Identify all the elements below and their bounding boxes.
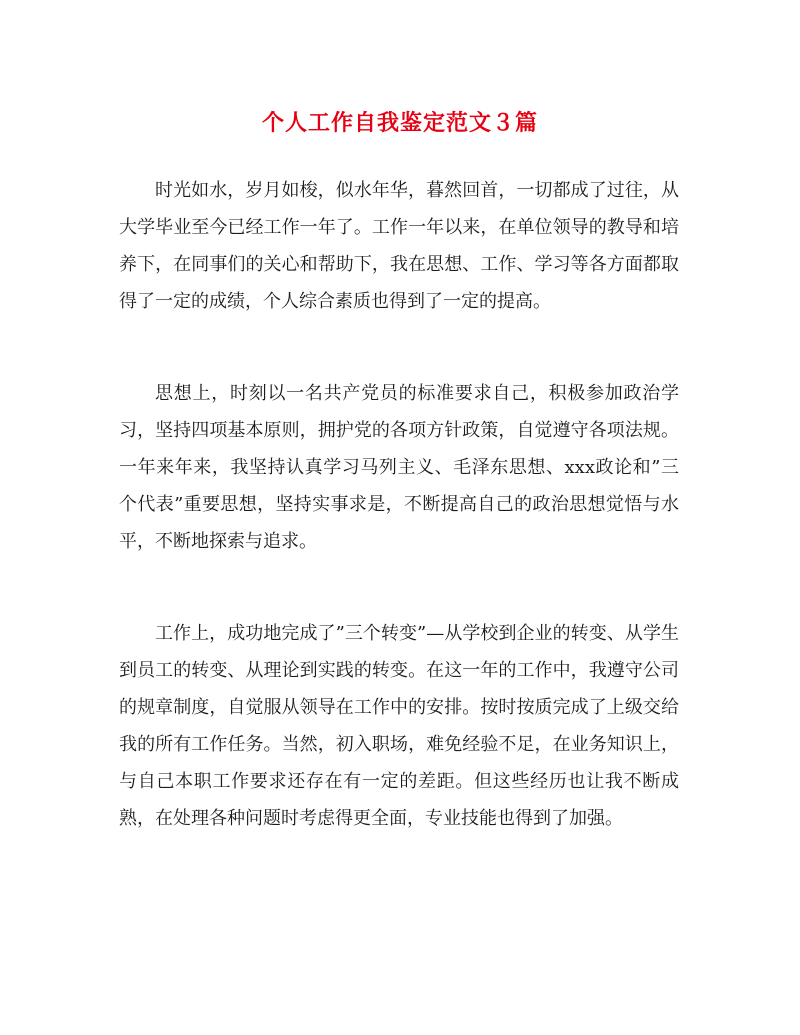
document-title: 个人工作自我鉴定范文３篇: [261, 110, 538, 136]
document-body: [119, 172, 679, 892]
paragraph-intro: 时光如水，岁月如梭，似水年华，暮然回首，一切都成了过往，从大学毕业至今已经工作一年了。工作一年以来，在单位领导的教导和培养下，在同事们的关心和帮助下，我在思想、工作、学习等各方面都取得了一定的成绩，个人综合素质也得到了一定的提高。: [119, 180, 679, 312]
paragraph-ideology: 思想上，时刻以一名共产党员的标准要求自己，积极参加政治学习，坚持四项基本原则，拥护党的各项方针政策，自觉遵守各项法规。一年来年来，我坚持认真学习马列主义、毛泽东思想、xxx政论和”三个代表”重要思想，坚持实事求是，不断提高自己的政治思想觉悟与水平，不断地探索与追求。: [119, 383, 679, 552]
paragraph-work: 工作上，成功地完成了”三个转变”—从学校到企业的转变、从学生到员工的转变、从理论到实践的转变。在这一年的工作中，我遵守公司的规章制度，自觉服从领导在工作中的安排。按时按质完成了上级交给我的所有工作任务。当然，初入职场，难免经验不足，在业务知识上，与自己本职工作要求还存在有一定的差距。但这些经历也让我不断成熟，在处理各种问题时考虑得更全面，专业技能也得到了加强。: [119, 623, 679, 829]
